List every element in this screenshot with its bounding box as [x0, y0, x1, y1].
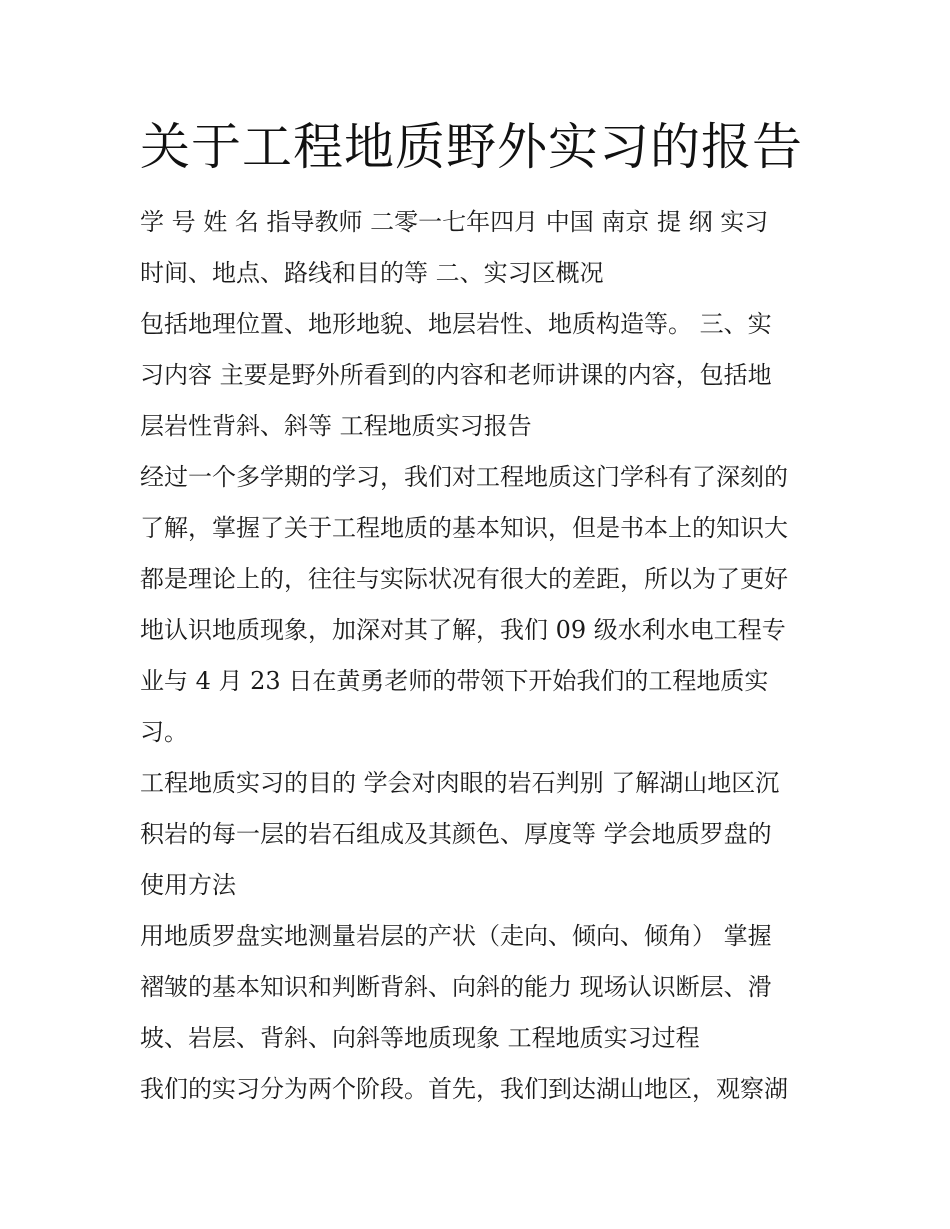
body-line-9: 地认识地质现象，加深对其了解，我们 09 级水利水电工程专 [140, 616, 786, 644]
body-line-5: 层岩性背斜、斜等 工程地质实习报告 [140, 412, 532, 440]
body-line-7: 了解，掌握了关于工程地质的基本知识，但是书本上的知识大 [140, 514, 788, 542]
body-line-8: 都是理论上的，往往与实际状况有很大的差距，所以为了更好 [140, 565, 788, 593]
body-line-1: 学 号 姓 名 指导教师 二零一七年四月 中国 南京 提 纲 实习 [140, 208, 769, 236]
body-line-3: 包括地理位置、地形地貌、地层岩性、地质构造等。 三、实 [140, 310, 772, 338]
document-title: 关于工程地质野外实习的报告 [140, 118, 803, 176]
body-line-18: 我们的实习分为两个阶段。首先，我们到达湖山地区，观察湖 [140, 1075, 788, 1103]
body-line-12: 工程地质实习的目的 学会对肉眼的岩石判别 了解湖山地区沉 [140, 769, 780, 797]
body-line-6: 经过一个多学期的学习，我们对工程地质这门学科有了深刻的 [140, 463, 788, 491]
body-line-15: 用地质罗盘实地测量岩层的产状（走向、倾向、倾角） 掌握 [140, 922, 772, 950]
body-line-17: 坡、岩层、背斜、向斜等地质现象 工程地质实习过程 [140, 1024, 700, 1052]
body-line-14: 使用方法 [140, 871, 236, 899]
body-line-4: 习内容 主要是野外所看到的内容和老师讲课的内容，包括地 [140, 361, 772, 389]
body-line-2: 时间、地点、路线和目的等 二、实习区概况 [140, 259, 604, 287]
body-line-13: 积岩的每一层的岩石组成及其颜色、厚度等 学会地质罗盘的 [140, 820, 772, 848]
body-line-10: 业与 4 月 23 日在黄勇老师的带领下开始我们的工程地质实 [140, 667, 769, 695]
body-line-11: 习。 [140, 718, 188, 746]
body-line-16: 褶皱的基本知识和判断背斜、向斜的能力 现场认识断层、滑 [140, 973, 772, 1001]
